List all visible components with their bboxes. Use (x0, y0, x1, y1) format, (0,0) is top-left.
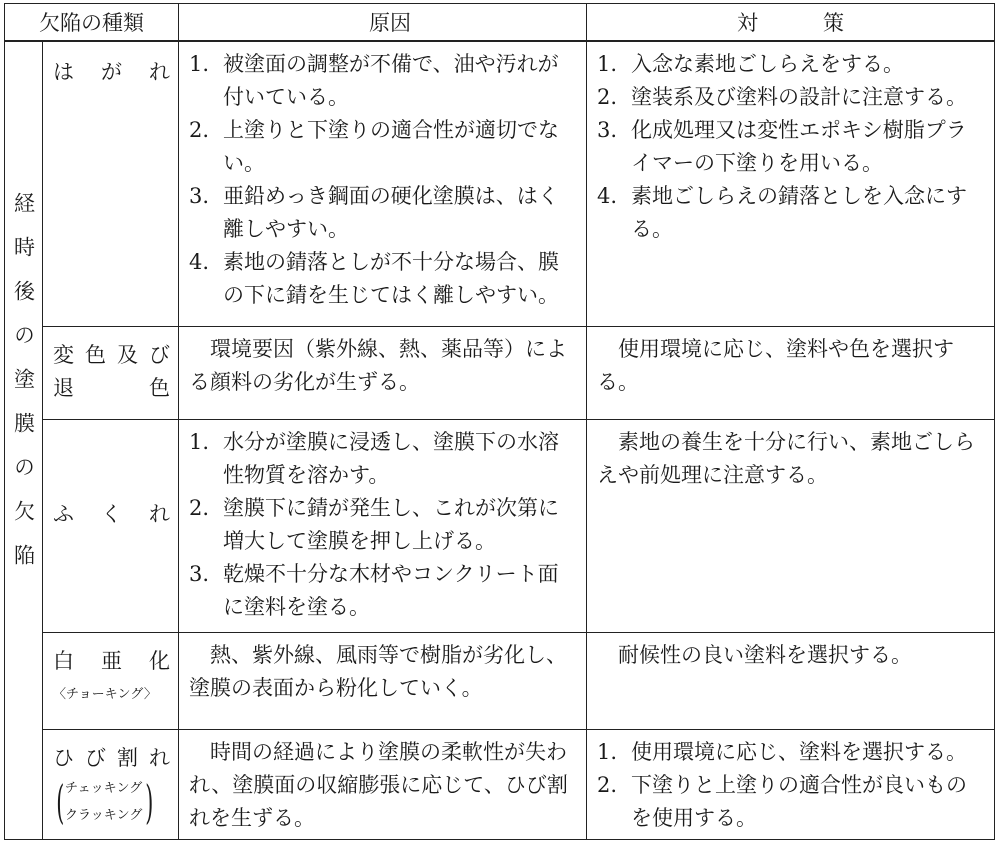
header-measure: 対 策 (587, 4, 995, 42)
group-label-cell (5, 41, 43, 839)
cause-cell: 環境要因（紫外線、熱、薬品等）による顔料の劣化が生ずる。 (179, 326, 587, 419)
cause-cell: 熱、紫外線、風雨等で樹脂が劣化し、塗膜の表面から粉化していく。 (179, 632, 587, 729)
measure-cell: 使用環境に応じ、塗料や色を選択する。 (587, 326, 995, 419)
defect-table (4, 3, 995, 840)
measure-cell (587, 729, 995, 839)
list-item: 2. 上塗りと下塗りの適合性が適切でない。 (189, 118, 559, 175)
table-row (5, 632, 995, 729)
measure-cell: 耐候性の良い塗料を選択する。 (587, 632, 995, 729)
cause-cell (179, 41, 587, 326)
list-item: 2. 塗装系及び塗料の設計に注意する。 (597, 85, 967, 109)
header-row (5, 4, 995, 42)
table-row (5, 326, 995, 419)
defect-type: 白 亜 化 〈チョーキング〉 (43, 632, 179, 729)
header-type: 欠陥の種類 (5, 4, 179, 42)
list-item: 1. 入念な素地ごしらえをする。 (597, 52, 904, 76)
list-item: 3. 亜鉛めっき鋼面の硬化塗膜は、はく離しやすい。 (189, 184, 559, 241)
list-item: 3. 化成処理又は変性エポキシ樹脂プライマーの下塗りを用いる。 (597, 118, 967, 175)
cause-cell (179, 419, 587, 632)
list-item: 2. 下塗りと上塗りの適合性が良いものを使用する。 (597, 772, 967, 830)
group-label: 経時後の塗膜の欠陥 (11, 192, 36, 588)
list-item: 4. 素地ごしらえの錆落としを入念にする。 (597, 184, 967, 241)
defect-type: ふ く れ (43, 419, 179, 632)
defect-type: ひ び 割 れ ( チェッキング クラッキング ) (43, 729, 179, 839)
list-item: 4. 素地の錆落としが不十分な場合、膜の下に錆を生じてはく離しやすい。 (189, 250, 559, 307)
list-item: 1. 水分が塗膜に浸透し、塗膜下の水溶性物質を溶かす。 (189, 429, 559, 487)
table-row (5, 41, 995, 326)
measure-cell (587, 41, 995, 326)
list-item: 2. 塗膜下に錆が発生し、これが次第に増大して塗膜を押し上げる。 (189, 495, 559, 553)
defect-type: は が れ (43, 41, 179, 326)
list-item: 3. 乾燥不十分な木材やコンクリート面に塗料を塗る。 (189, 561, 559, 619)
list-item: 1. 被塗面の調整が不備で、油や汚れが付いている。 (189, 52, 559, 109)
header-cause: 原 因 (179, 4, 587, 42)
table-row (5, 729, 995, 839)
cause-cell: 時間の経過により塗膜の柔軟性が失われ、塗膜面の収縮膨張に応じて、ひび割れを生ずる。 (179, 729, 587, 839)
defect-type: 変 色 及 び 退 色 (43, 326, 179, 419)
measure-cell: 素地の養生を十分に行い、素地ごしらえや前処理に注意する。 (587, 419, 995, 632)
list-item: 1. 使用環境に応じ、塗料を選択する。 (597, 739, 967, 764)
table-row (5, 419, 995, 632)
